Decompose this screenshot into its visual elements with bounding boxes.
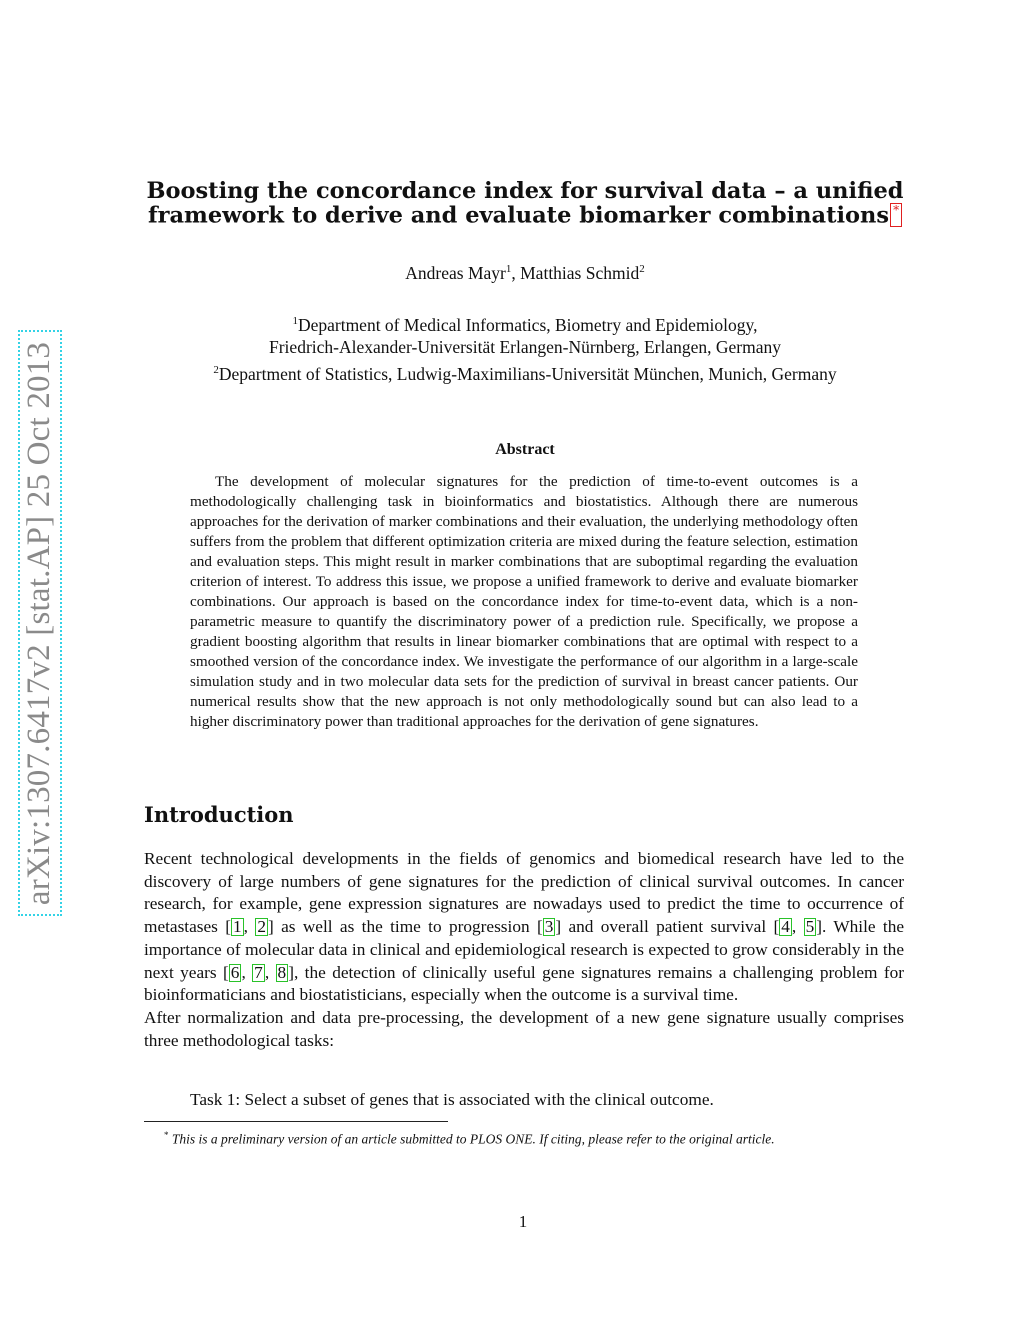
task-1: Task 1: Select a subset of genes that is associated with the clinical outcome. [190, 1090, 714, 1109]
footnote-mark: * [164, 1130, 169, 1140]
citation-link-2[interactable]: 2 [257, 917, 266, 937]
citation-link-4[interactable]: 4 [781, 917, 790, 937]
author-2: Matthias Schmid [520, 263, 640, 283]
intro-text-segment: ] and overall patient survival [ [555, 917, 780, 937]
citation-separator: , [241, 962, 253, 982]
title-line-2 [120, 203, 930, 228]
introduction-paragraph-2: After normalization and data pre-processing, the development of a new gene signature usually comprises three methodological tasks: [144, 1007, 904, 1050]
citation-link-8[interactable]: 8 [277, 962, 287, 982]
section-heading-introduction: Introduction [144, 802, 294, 827]
footnote [144, 1126, 904, 1149]
citation-link-5[interactable]: 5 [805, 917, 815, 937]
affiliation-1-line-1 [120, 310, 930, 336]
author-2-affiliation-mark: 2 [639, 263, 645, 276]
citation-separator: , [243, 917, 256, 937]
affiliation-1-text: Department of Medical Informatics, Biometry and Epidemiology, [297, 314, 758, 335]
citation-separator: , [264, 962, 276, 982]
intro-text-segment: ], the detection of clinically useful gene signatures remains a challenging problem for bioinformaticians and biostatisticians, especially when the outcome is a survival time. [144, 962, 905, 1005]
title-line-1: Boosting the concordance index for survival data – a unified [146, 178, 904, 204]
citation-link-7[interactable]: 7 [254, 962, 263, 982]
affiliation-2 [120, 359, 930, 385]
author-separator: , [511, 263, 521, 283]
citation-separator: , [791, 917, 804, 937]
author-list [120, 263, 930, 284]
affiliations [120, 310, 930, 385]
author-1: Andreas Mayr [405, 263, 506, 283]
footnote-text: This is a preliminary version of an article submitted to PLOS ONE. If citing, please refer to the original article. [171, 1131, 775, 1147]
affiliation-1-line-2: Friedrich-Alexander-Universität Erlangen-Nürnberg, Erlangen, Germany [269, 337, 781, 358]
intro-text-segment: Recent technological developments in the fields of genomics and biomedical research have led to the discovery of large numbers of gene signatures for the prediction of clinical survival outcomes. In cancer research, for example, gene expression signatures are nowadays used to predict the time to occurrence of metastases [ [144, 849, 904, 937]
citation-link-3[interactable]: 3 [544, 917, 554, 937]
arxiv-identifier-text: arXiv:1307.6417v2 [stat.AP] 25 Oct 2013 [21, 341, 58, 905]
affiliation-2-mark: 2 [213, 363, 219, 376]
paper-title [120, 180, 930, 228]
introduction-paragraph-1 [144, 848, 904, 1007]
arxiv-identifier-stamp[interactable] [18, 330, 62, 916]
citation-link-1[interactable]: 1 [233, 917, 242, 937]
abstract-text: The development of molecular signatures for the prediction of time-to-event outcomes is a methodologically challenging task in bioinformatics and biostatistics. Although there are numerous approaches for the derivation of marker combinations and their evaluation, the underlying methodology often suffers from the problem that different optimization criteria are mixed during the feature selection, estimation and evaluation steps. This might result in marker combinations that are suboptimal regarding the evaluation criterion of interest. To address this issue, we propose a unified framework to derive and evaluate biomarker combinations. Our approach is based on the concordance index for time-to-event data, which is a non-parametric measure to quantify the discriminatory power of a prediction rule. Specifically, we propose a gradient boosting algorithm that results in linear biomarker combinations that are optimal with respect to a smoothed version of the concordance index. We investigate the performance of our algorithm in a large-scale simulation study and in two molecular data sets for the prediction of survival in breast cancer patients. Our numerical results show that the new approach is not only methodologically sound but can also lead to a higher discriminatory power than traditional approaches for the derivation of gene signatures. [190, 473, 858, 730]
affiliation-1-mark: 1 [292, 315, 298, 327]
author-1-affiliation-mark: 1 [505, 263, 512, 276]
footnote-rule [144, 1121, 448, 1122]
title-line-2-text: framework to derive and evaluate biomarker combinations [147, 202, 890, 229]
page-number: 1 [518, 1212, 528, 1231]
intro-text-segment: ] as well as the time to progression [ [267, 917, 543, 937]
title-footnote-link[interactable]: * [890, 203, 902, 227]
intro-text-segment: ]. While the importance of molecular data in clinical and epidemiological research is expected to grow considerably in the next years [ [144, 917, 904, 982]
abstract-heading: Abstract [495, 441, 555, 458]
introduction-body [144, 848, 904, 1052]
abstract-body [190, 472, 858, 732]
affiliation-2-text: Department of Statistics, Ludwig-Maximilians-Universität München, Munich, Germany [218, 363, 837, 384]
citation-link-6[interactable]: 6 [230, 962, 240, 982]
